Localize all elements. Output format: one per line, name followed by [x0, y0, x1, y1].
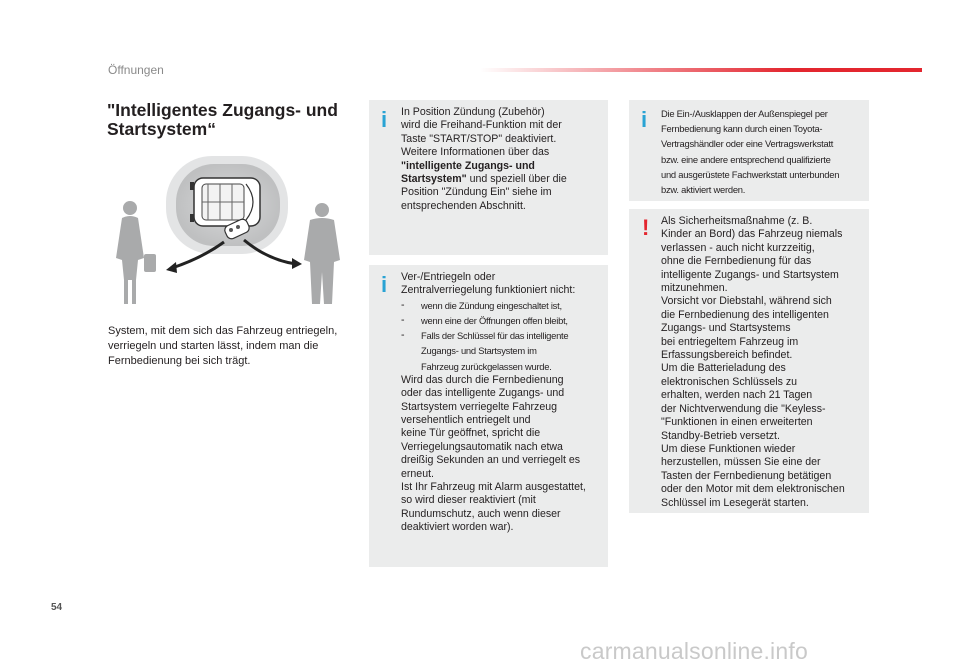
bold-text: "intelligente Zugangs- und [401, 159, 535, 172]
text-line: Weitere Informationen über das [401, 146, 550, 159]
text-line: Vorsicht vor Diebstahl, während sich [661, 295, 832, 308]
text-line: oder das intelligente Zugangs- und [401, 387, 565, 400]
list-item: - wenn die Zündung eingeschaltet ist, [401, 298, 602, 313]
intro-line: Fernbedienung bei sich trägt. [108, 355, 251, 367]
text-line: mitzunehmen. [661, 282, 728, 295]
page-title-line-2: Startsystem“ [107, 119, 216, 139]
info-box-mirrors [629, 100, 869, 201]
text-line: bzw. aktiviert werden. [661, 184, 746, 196]
text-line: Vertragshändler oder eine Vertragswerkstatt [661, 138, 834, 150]
text-line: ohne die Fernbedienung für das [661, 255, 812, 268]
text-line: Als Sicherheitsmaßnahme (z. B. [661, 215, 813, 227]
intro-text [108, 324, 358, 369]
text-line: verlassen - auch nicht kurzzeitig, [661, 241, 815, 254]
intro-line: verriegeln und starten lässt, indem man die [108, 340, 319, 352]
text-line: bzw. eine andere entsprechend qualifizierte [661, 153, 831, 165]
list-item: - wenn eine der Öffnungen offen bleibt, [401, 313, 602, 328]
text-line: Position "Zündung Ein" siehe im [401, 186, 552, 199]
list-item-continuation: Zugangs- und Startsystem im [421, 345, 537, 357]
page-title [107, 101, 357, 139]
text-line: Schlüssel im Lesegerät starten. [661, 496, 809, 509]
text-line: "Funktionen in einen erweiterten [661, 416, 813, 429]
text-line: deaktiviert worden war). [401, 521, 514, 534]
list-item-text: Falls der Schlüssel für das intelligente [421, 330, 569, 342]
text-line: Zugangs- und Startsystems [661, 322, 791, 335]
warning-icon: ! [642, 215, 650, 240]
text-line: so wird dieser reaktiviert (mit [401, 494, 536, 507]
intro-line: System, mit dem sich das Fahrzeug entriegeln, [108, 325, 338, 337]
list-item-text: wenn die Zündung eingeschaltet ist, [421, 299, 562, 311]
info-box-freehand [369, 100, 608, 255]
info-icon: i [641, 107, 648, 132]
text-line: Um diese Funktionen wieder [661, 442, 796, 455]
text-line: bei entriegeltem Fahrzeug im [661, 335, 799, 348]
warning-box-safety [629, 209, 869, 513]
text-line: Wird das durch die Fernbedienung [401, 373, 564, 386]
page-title-line-1: "Intelligentes Zugangs- und [107, 100, 338, 120]
text-line: Fernbedienung kann durch einen Toyota- [661, 123, 823, 135]
text-line: Rundumschutz, auch wenn dieser [401, 507, 561, 520]
text-line: erhalten, werden nach 21 Tagen [661, 389, 813, 402]
text-line: entsprechenden Abschnitt. [401, 199, 526, 212]
bold-text: Startsystem" [401, 173, 467, 186]
section-title: Öffnungen [108, 63, 164, 77]
text-line: Erfassungsbereich befindet. [661, 349, 793, 362]
header-accent-bar [480, 68, 922, 72]
text-line: erneut. [401, 467, 434, 480]
info-icon: i [381, 107, 388, 132]
list-item: - Falls der Schlüssel für das intelligente [401, 328, 602, 343]
text-line: intelligente Zugangs- und Startsystem [661, 268, 839, 281]
text-line: wird die Freihand-Funktion mit der [401, 119, 562, 132]
text-line: Ist Ihr Fahrzeug mit Alarm ausgestattet, [401, 481, 586, 494]
text-line [401, 160, 602, 173]
text-line: Taste "START/STOP" deaktiviert. [401, 132, 557, 145]
text-line: und ausgerüstete Fachwerkstatt unterbunden [661, 168, 840, 180]
text-line: Um die Batterieladung des [661, 362, 786, 375]
text-line: die Fernbedienung des intelligenten [661, 308, 829, 321]
text-line: keine Tür geöffnet, spricht die [401, 427, 541, 440]
watermark: carmanualsonline.info [580, 638, 808, 664]
text-line: Verriegelungsautomatik nach etwa [401, 440, 563, 453]
page-number: 54 [51, 602, 63, 613]
text-line: Startsystem verriegelte Fahrzeug [401, 400, 558, 413]
text-span: und speziell über die [466, 173, 567, 186]
car-top-view [190, 178, 260, 226]
text-line [401, 173, 602, 186]
info-icon: i [381, 272, 388, 297]
keyless-access-illustration [110, 148, 350, 316]
text-line: dreißig Sekunden an und verriegelt es [401, 454, 581, 467]
text-line: Standby-Betrieb versetzt. [661, 429, 780, 442]
text-line: elektronischen Schlüssels zu [661, 375, 798, 388]
text-line: versehentlich entriegelt und [401, 414, 531, 427]
text-line: Tasten der Fernbedienung betätigen [661, 469, 832, 482]
list-item-text: wenn eine der Öffnungen offen bleibt, [421, 315, 568, 327]
text-line: der Nichtverwendung die "Keyless- [661, 402, 826, 415]
text-line: herzustellen, müssen Sie eine der [661, 456, 821, 469]
woman-figure [116, 201, 156, 304]
text-line: Die Ein-/Ausklappen der Außenspiegel per [661, 108, 828, 119]
text-line: oder den Motor mit dem elektronischen [661, 483, 845, 496]
list-item-continuation: Fahrzeug zurückgelassen wurde. [421, 360, 552, 372]
text-line: Kinder an Bord) das Fahrzeug niemals [661, 228, 843, 241]
text-line: In Position Zündung (Zubehör) [401, 106, 545, 118]
man-figure [304, 203, 340, 304]
info-box-locking [369, 265, 608, 567]
text-line: Zentralverriegelung funktioniert nicht: [401, 284, 576, 297]
text-line: Ver-/Entriegeln oder [401, 271, 496, 283]
